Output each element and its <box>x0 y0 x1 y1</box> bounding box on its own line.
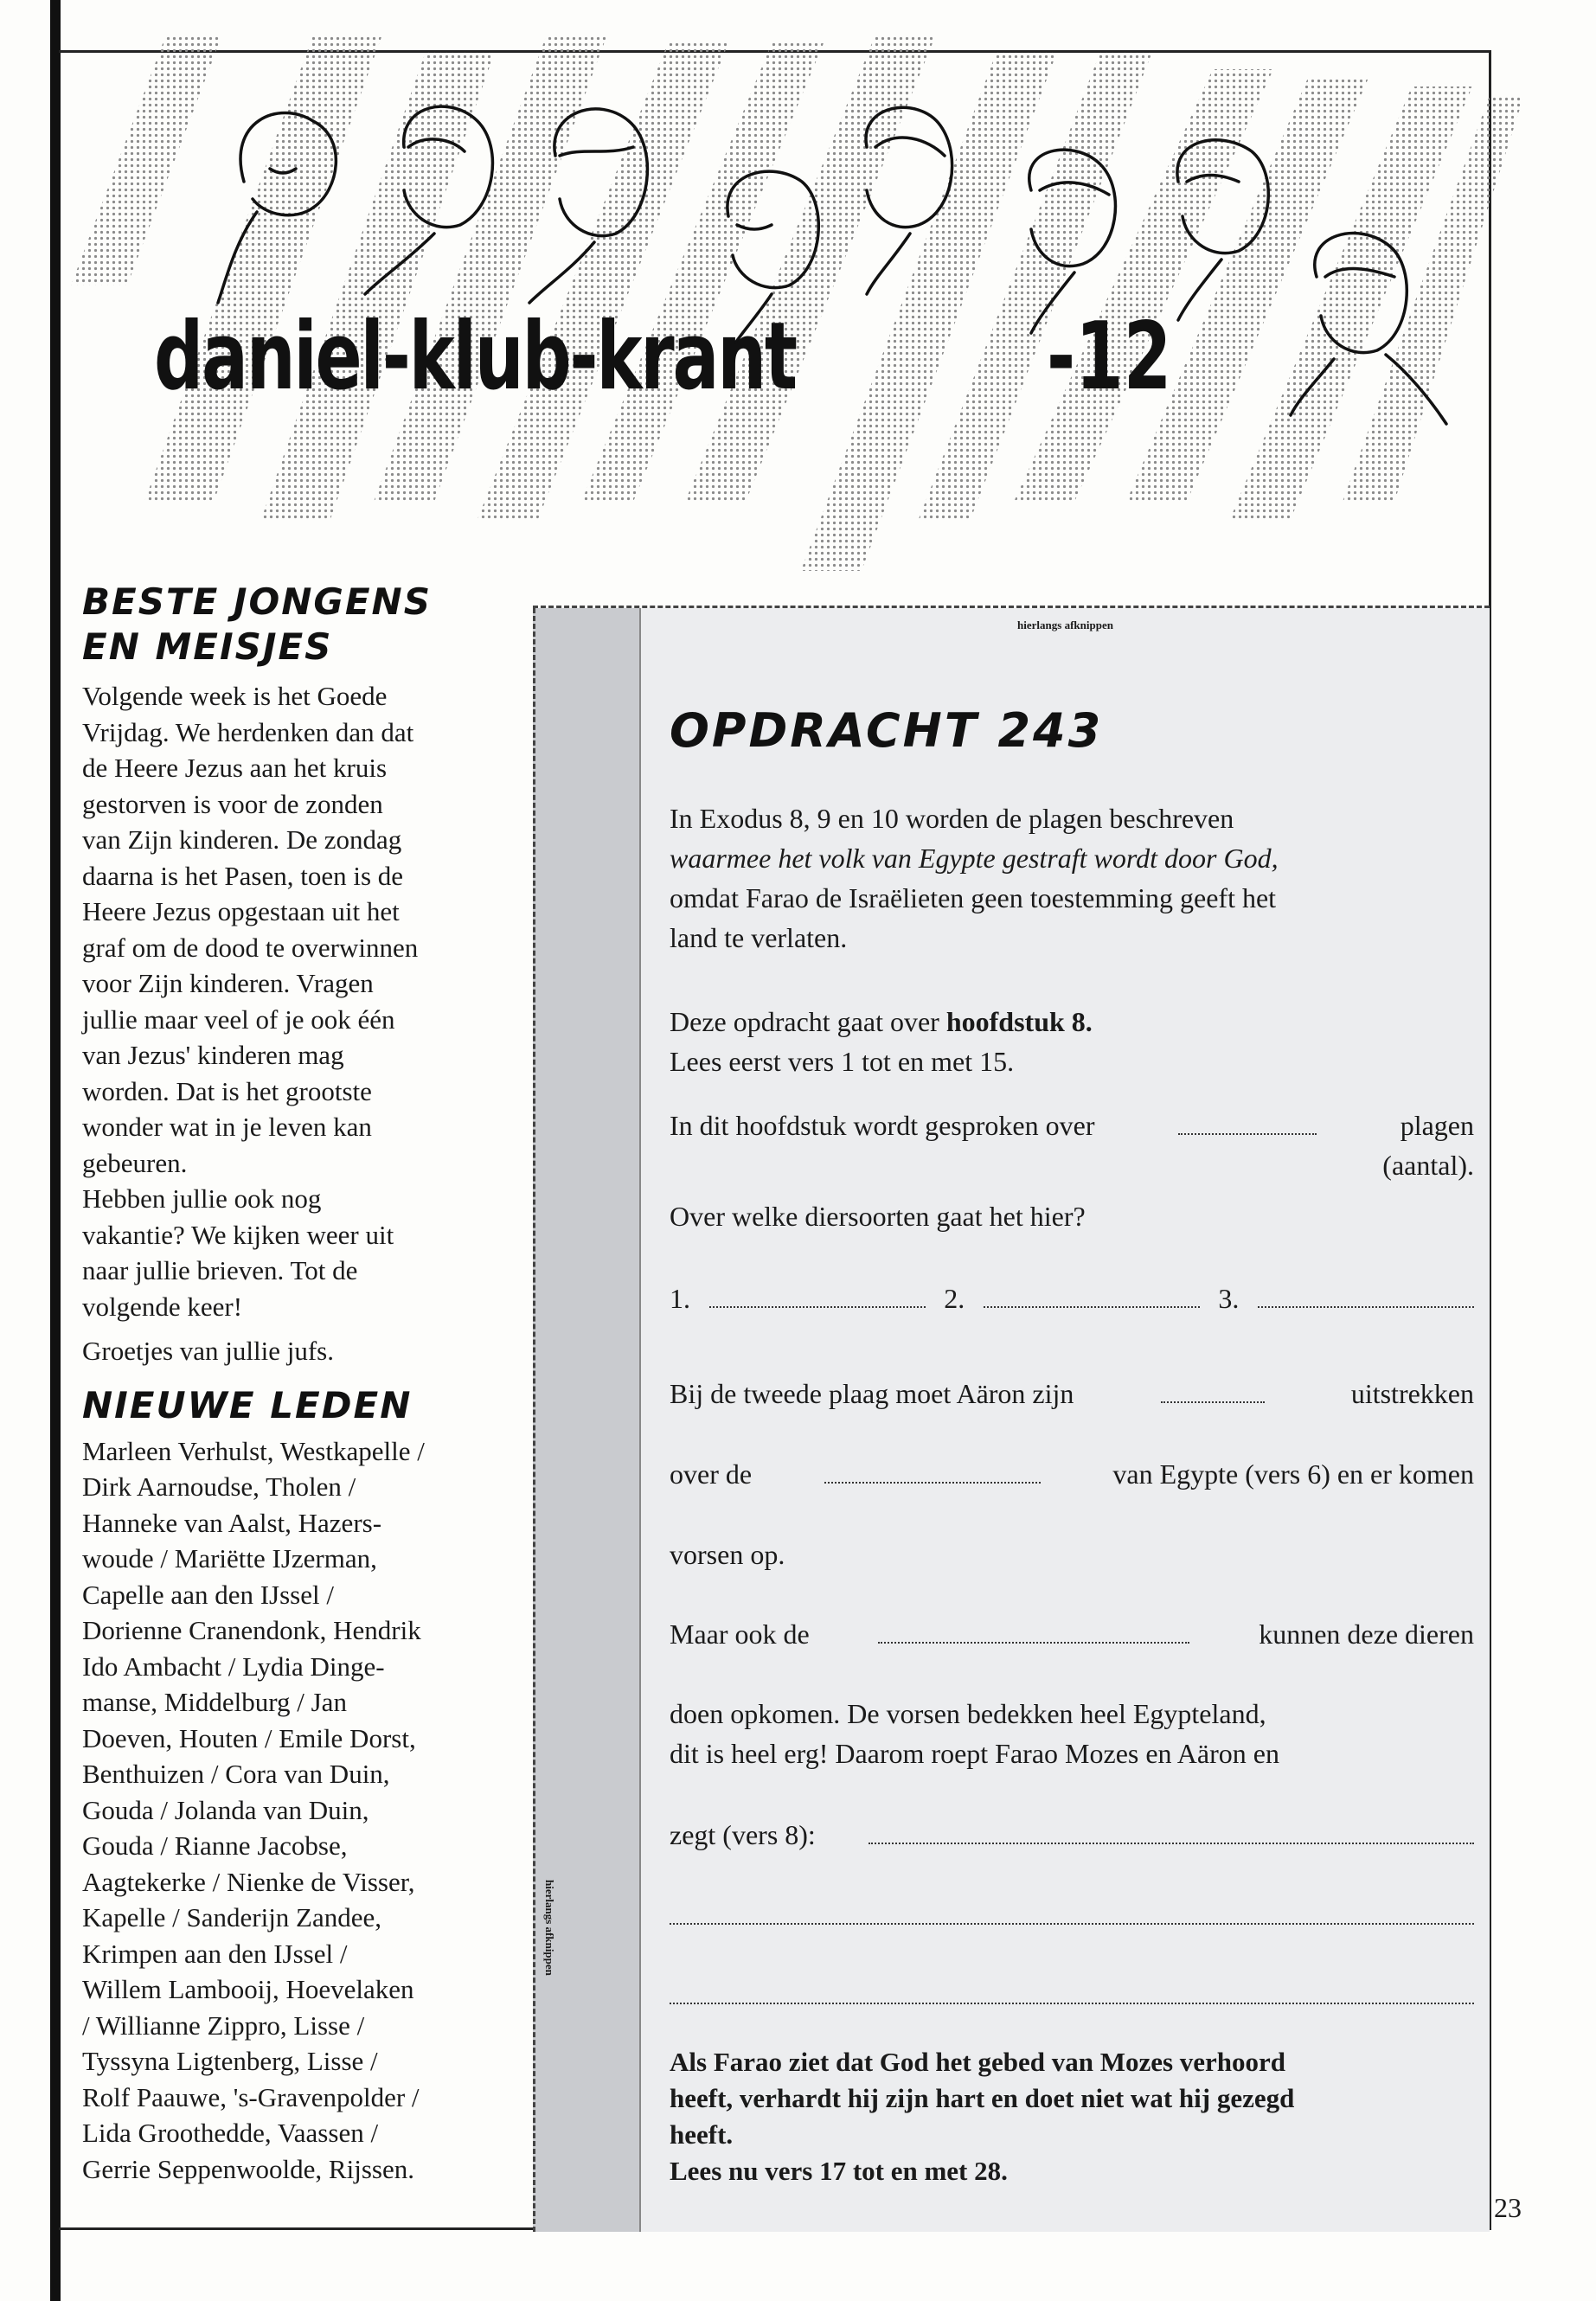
issue-number: -12 <box>1047 303 1172 411</box>
member-line: Aagtekerke / Nienke de Visser, <box>82 1866 415 1897</box>
text-line: heeft, verhardt hij zijn hart en doet niet wat hij gezegd <box>670 2083 1295 2113</box>
q3-line-2 <box>670 1454 1474 1494</box>
member-line: Gouda / Jolanda van Duin, <box>82 1794 369 1825</box>
coupon-side-strip <box>533 608 641 2232</box>
new-members-heading: NIEUWE LEDEN <box>82 1383 413 1426</box>
q5-extra-line-1 <box>670 1895 1474 1935</box>
text-line: jullie maar veel of je ook één <box>82 1003 395 1035</box>
q4-line-1 <box>670 1614 1474 1654</box>
chapter-instruction <box>670 1002 1474 1081</box>
q3-text-a: Bij de tweede plaag moet Aäron zijn <box>670 1378 1074 1409</box>
member-line: Tyssyna Ligtenberg, Lisse / <box>82 2046 378 2076</box>
text-line: worden. Dat is het grootste <box>82 1075 372 1106</box>
q1-answer-blank[interactable] <box>1178 1109 1317 1135</box>
text-line: volgende keer! <box>82 1291 243 1322</box>
member-line: Gouda / Rianne Jacobse, <box>82 1830 348 1861</box>
text-line: daarna is het Pasen, toen is de <box>82 860 404 891</box>
text-line: de Heere Jezus aan het kruis <box>82 753 388 783</box>
text-line: Hebben jullie ook nog <box>82 1183 322 1214</box>
text-line: van Jezus' kinderen mag <box>82 1040 344 1070</box>
q5-blank-1[interactable] <box>869 1818 1474 1844</box>
text-line: doen opkomen. De vorsen bedekken heel Egypteland, <box>670 1698 1266 1729</box>
answer-number-3: 3. <box>1218 1283 1240 1314</box>
member-line: Rolf Paauwe, 's-Gravenpolder / <box>82 2081 420 2112</box>
member-line: / Willianne Zippro, Lisse / <box>82 2009 365 2041</box>
q3-line-1 <box>670 1374 1474 1413</box>
header-illustration <box>62 17 1533 571</box>
q3-text-d: van Egypte (vers 6) en er komen <box>1112 1458 1474 1490</box>
q5-line <box>670 1815 1474 1855</box>
q4-text-b: kunnen deze dieren <box>1259 1618 1474 1650</box>
q5-blank-3[interactable] <box>670 1978 1474 2004</box>
animal-answer-3-blank[interactable] <box>1258 1282 1474 1308</box>
member-line: Hanneke van Aalst, Hazers- <box>82 1507 382 1538</box>
animal-answer-2-blank[interactable] <box>984 1282 1200 1308</box>
q1-line <box>670 1106 1474 1145</box>
member-line: Ido Ambacht / Lydia Dinge- <box>82 1650 385 1682</box>
text-line: Als Farao ziet dat God het gebed van Mozes verhoord <box>670 2047 1286 2077</box>
member-line: Marleen Verhulst, Westkapelle / <box>82 1435 425 1466</box>
q3-text-c: over de <box>670 1458 753 1490</box>
assignment-coupon <box>533 606 1490 2232</box>
q3-blank-1[interactable] <box>1161 1377 1265 1403</box>
cut-here-label-side: hierlangs afknippen <box>543 1880 556 1976</box>
new-members-list <box>82 1433 515 2188</box>
masthead-title: daniel-klub-krant <box>154 303 796 411</box>
question-second-plague-cont <box>670 1454 1474 1494</box>
chapter-line <box>670 1002 1474 1042</box>
animal-answer-1-blank[interactable] <box>709 1282 926 1308</box>
greeting-heading-line-1: BESTE JONGENS <box>82 580 432 623</box>
assignment-title: OPDRACHT 243 <box>670 703 1104 758</box>
text-line: Heere Jezus opgestaan uit het <box>82 896 400 926</box>
question-plague-count <box>670 1106 1474 1185</box>
text-line: voor Zijn kinderen. Vragen <box>82 968 374 998</box>
q4-blank[interactable] <box>878 1618 1189 1644</box>
signoff: Groetjes van jullie jufs. <box>82 1336 334 1366</box>
text-line: heeft. <box>670 2119 734 2150</box>
member-line: Willem Lambooij, Hoevelaken <box>82 1974 414 2004</box>
question-second-plague <box>670 1374 1474 1413</box>
member-line: Kapelle / Sanderijn Zandee, <box>82 1902 382 1932</box>
member-line: Dirk Aarnoudse, Tholen / <box>82 1471 356 1502</box>
chapter-prefix: Deze opdracht gaat over <box>670 1006 946 1037</box>
text-line: Lees nu vers 17 tot en met 28. <box>670 2156 1008 2186</box>
question-pharaoh-says <box>670 1815 1474 1855</box>
q3-blank-2[interactable] <box>824 1458 1041 1484</box>
q3-text-b: uitstrekken <box>1350 1378 1474 1409</box>
text-line: gestorven is voor de zonden <box>82 788 383 819</box>
text-line: Volgende week is het Goede <box>82 681 388 711</box>
question-magicians-cont <box>670 1694 1474 1773</box>
text-line: naar jullie brieven. Tot de <box>82 1255 358 1285</box>
cut-here-label-top: hierlangs afknippen <box>1017 619 1113 631</box>
chapter-number: hoofdstuk 8. <box>945 1006 1093 1037</box>
q5-blank-2[interactable] <box>670 1899 1474 1925</box>
q1-text: In dit hoofdstuk wordt gesproken over <box>670 1110 1095 1141</box>
text-line: wonder wat in je leven kan <box>82 1112 372 1142</box>
answer-number-2: 2. <box>944 1283 965 1314</box>
text-line: vakantie? We kijken weer uit <box>82 1219 394 1250</box>
question-magicians <box>670 1614 1474 1654</box>
greeting-paragraph <box>82 678 515 1181</box>
text-line: In Exodus 8, 9 en 10 worden de plagen beschreven <box>670 803 1234 834</box>
q5-text: zegt (vers 8): <box>670 1819 816 1850</box>
member-line: woude / Mariëtte IJzerman, <box>82 1543 377 1574</box>
member-line: manse, Middelburg / Jan <box>82 1687 347 1717</box>
q5-extra-line-2 <box>670 1975 1474 2015</box>
q1-unit: (aantal). <box>1382 1150 1474 1181</box>
member-line: Lida Groothedde, Vaassen / <box>82 2118 379 2148</box>
text-line: dit is heel erg! Daarom roept Farao Mozes en Aäron en <box>670 1738 1279 1769</box>
text-line: van Zijn kinderen. De zondag <box>82 824 402 855</box>
member-line: Benthuizen / Cora van Duin, <box>82 1759 390 1789</box>
text-line: waarmee het volk van Egypte gestraft wordt door God, <box>670 843 1279 874</box>
member-line: Dorienne Cranendonk, Hendrik <box>82 1615 421 1645</box>
page-number: 23 <box>1494 2192 1522 2223</box>
animal-answer-line <box>670 1279 1474 1318</box>
member-line: Krimpen aan den IJssel / <box>82 1938 348 1969</box>
greeting-heading-line-2: EN MEISJES <box>82 625 333 668</box>
text-line: land te verlaten. <box>670 922 848 953</box>
text-line: Vrijdag. We herdenken dan dat <box>82 716 414 747</box>
animal-answers <box>670 1279 1474 1318</box>
member-line: Doeven, Houten / Emile Dorst, <box>82 1722 416 1753</box>
answer-number-1: 1. <box>670 1283 690 1314</box>
text-line: gebeuren. <box>82 1147 188 1178</box>
greeting-heading <box>82 580 515 670</box>
q4-text-a: Maar ook de <box>670 1618 810 1650</box>
text-line: omdat Farao de Israëlieten geen toestemming geeft het <box>670 882 1277 913</box>
left-column <box>82 580 515 2187</box>
text-line: graf om de dood te overwinnen <box>82 932 419 963</box>
assignment-intro <box>670 798 1474 958</box>
holiday-paragraph <box>82 1181 515 1324</box>
q3-text-e: vorsen op. <box>670 1539 785 1570</box>
closing-text <box>670 2044 1474 2189</box>
member-line: Gerrie Seppenwoolde, Rijssen. <box>82 2153 414 2184</box>
q1-suffix: plagen <box>1400 1110 1474 1141</box>
coupon-body <box>641 608 1490 2232</box>
question-animals: Over welke diersoorten gaat het hier? <box>670 1201 1086 1232</box>
read-first-line: Lees eerst vers 1 tot en met 15. <box>670 1046 1015 1077</box>
member-line: Capelle aan den IJssel / <box>82 1579 334 1610</box>
